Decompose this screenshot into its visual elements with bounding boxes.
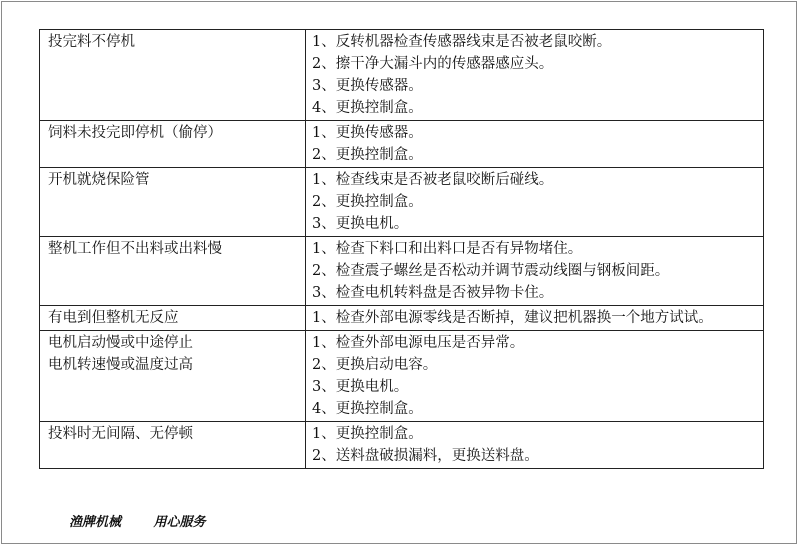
solution-step: 2、更换控制盒。: [312, 147, 423, 163]
issue-cell: [40, 237, 306, 306]
issue-cell: [40, 168, 306, 237]
issue-text: 投完料不停机: [48, 34, 135, 50]
issue-cell: [40, 331, 306, 422]
table-body: [40, 30, 764, 469]
solution-step: 3、更换电机。: [312, 379, 409, 395]
table-row: [40, 168, 764, 237]
solution-step: 2、送料盘破损漏料，更换送料盘。: [312, 448, 539, 464]
issue-text: 开机就烧保险管: [48, 172, 150, 188]
solution-cell: [306, 30, 764, 121]
solution-cell: [306, 331, 764, 422]
solution-cell: [306, 168, 764, 237]
solution-step: 2、更换控制盒。: [312, 194, 423, 210]
solution-step: 2、检查震子螺丝是否松动并调节震动线圈与钢板间距。: [312, 263, 670, 279]
table-row: [40, 237, 764, 306]
solution-step: 3、更换传感器。: [312, 78, 423, 94]
table-row: [40, 306, 764, 331]
solution-step: 1、检查下料口和出料口是否有异物堵住。: [312, 241, 583, 257]
issue-text: 有电到但整机无反应: [48, 310, 179, 326]
footer: [69, 511, 234, 530]
solution-cell: [306, 306, 764, 331]
issue-cell: [40, 306, 306, 331]
issue-cell: [40, 121, 306, 168]
solution-cell: [306, 237, 764, 306]
issue-text: 整机工作但不出料或出料慢: [48, 241, 222, 257]
issue-text: 电机启动慢或中途停止: [48, 335, 193, 351]
table-row: [40, 331, 764, 422]
issue-text: 投料时无间隔、无停顿: [48, 426, 193, 442]
solution-step: 3、更换电机。: [312, 216, 409, 232]
table-row: [40, 30, 764, 121]
issue-text: 电机转速慢或温度过高: [48, 357, 193, 373]
solution-step: 2、擦干净大漏斗内的传感器感应头。: [312, 56, 554, 72]
footer-slogan: 用心服务: [153, 515, 206, 530]
solution-cell: [306, 121, 764, 168]
solution-step: 4、更换控制盒。: [312, 100, 423, 116]
solution-step: 1、反转机器检查传感器线束是否被老鼠咬断。: [312, 34, 612, 50]
solution-step: 1、检查外部电源电压是否异常。: [312, 335, 525, 351]
solution-cell: [306, 422, 764, 469]
solution-step: 4、更换控制盒。: [312, 401, 423, 417]
troubleshooting-table: [39, 29, 764, 469]
solution-step: 2、更换启动电容。: [312, 357, 438, 373]
footer-brand: 渔牌机械: [69, 515, 122, 530]
solution-step: 3、检查电机转料盘是否被异物卡住。: [312, 285, 554, 301]
table-row: [40, 422, 764, 469]
issue-cell: [40, 30, 306, 121]
solution-step: 1、检查外部电源零线是否断掉，建议把机器换一个地方试试。: [312, 310, 713, 326]
table-row: [40, 121, 764, 168]
solution-step: 1、更换传感器。: [312, 125, 423, 141]
issue-cell: [40, 422, 306, 469]
solution-step: 1、检查线束是否被老鼠咬断后碰线。: [312, 172, 554, 188]
issue-text: 饲料未投完即停机（偷停）: [48, 125, 222, 141]
solution-step: 1、更换控制盒。: [312, 426, 423, 442]
